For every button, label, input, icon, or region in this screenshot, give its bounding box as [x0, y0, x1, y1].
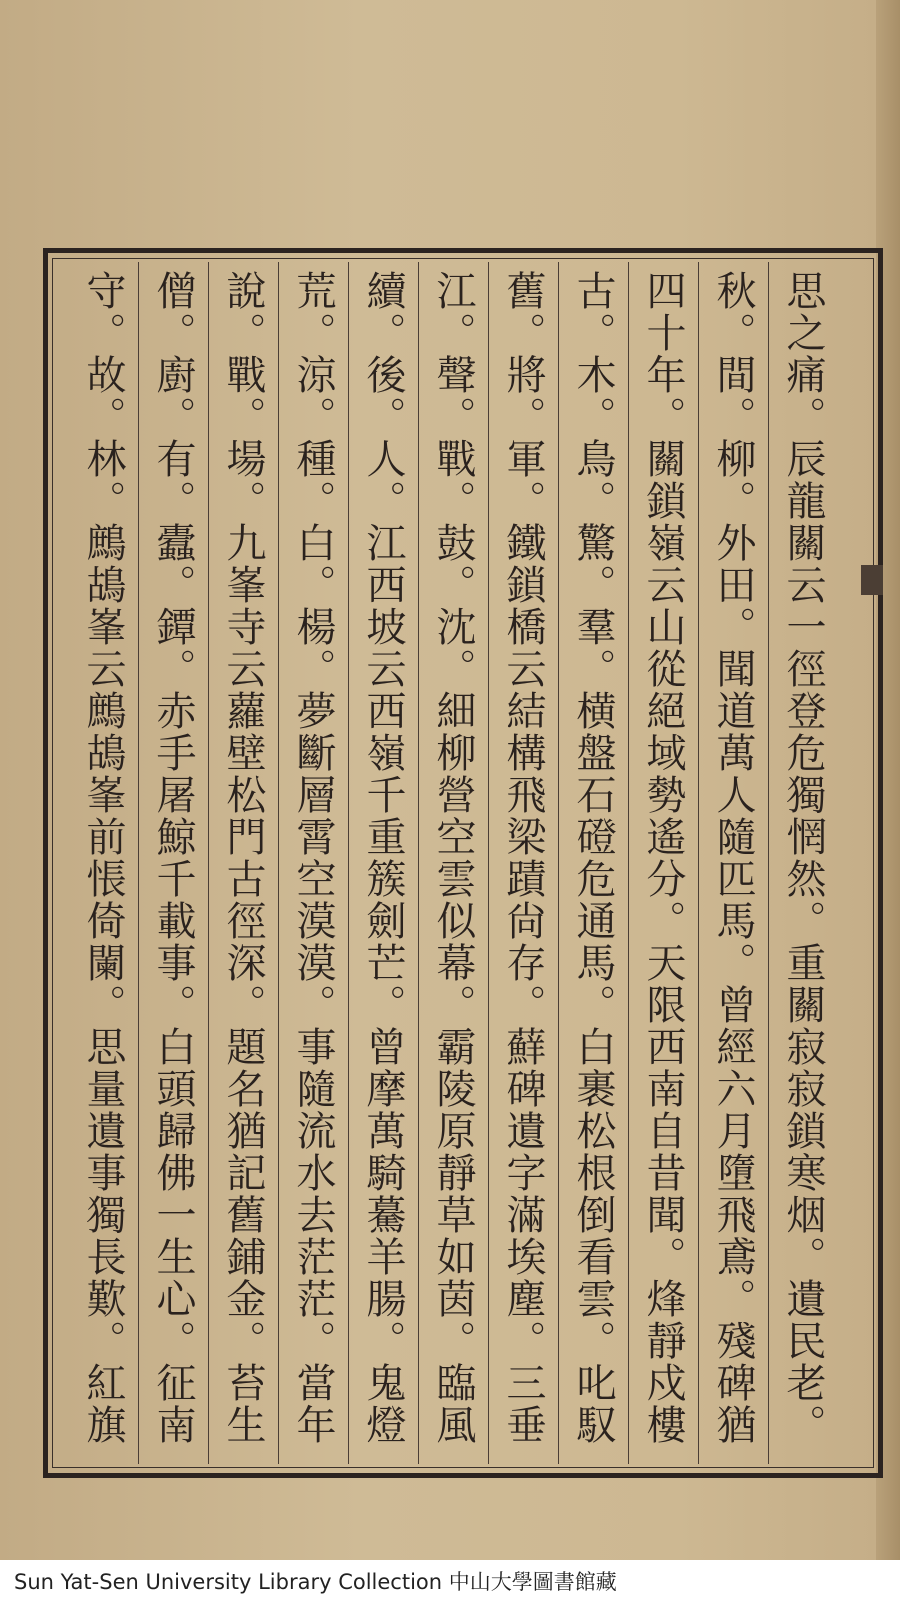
collection-credit: Sun Yat-Sen University Library Collection 中山大學圖書館藏 [14, 1570, 617, 1594]
text-column-2: 秋。間。柳。外田。聞道萬人隨匹馬。曾經六月墮飛鳶。殘碑猶 [710, 270, 756, 1446]
text-column-7: 續。後。人。江西坡云西嶺千重簇劍芒。曾摩萬騎驀羊腸。鬼燈 [360, 270, 406, 1446]
text-column-6: 江。聲。戰。鼓。沈。細柳營空雲似幕。霸陵原靜草如茵。臨風 [430, 270, 476, 1446]
text-column-1: 思之痛。辰龍關云一徑登危獨惘然。重關寂寂鎖寒烟。遺民老。 [780, 270, 826, 1446]
text-column-9: 說。戰。場。九峯寺云蘿壁松門古徑深。題名猶記舊鋪金。苔生 [220, 270, 266, 1446]
text-column-11: 守。故。林。鷓鴣峯云鷓鴣峯前悵倚闌。思量遺事獨長歎。紅旗 [80, 270, 126, 1446]
page-tab-marker [861, 565, 883, 595]
text-column-3: 四十年。關鎖嶺云山從絕域勢遙分。天限西南自昔聞。烽靜戍樓 [640, 270, 686, 1446]
text-column-5: 舊。將。軍。鐵鎖橋云結構飛梁蹟尙存。蘚碑遺字滿埃塵。三垂 [500, 270, 546, 1446]
text-column-8: 荒。涼。種。白。楊。夢斷層霄空漠漠。事隨流水去茫茫。當年 [290, 270, 336, 1446]
text-column-10: 僧。廚。有。蠹。鐔。赤手屠鯨千載事。白頭歸佛一生心。征南 [150, 270, 196, 1446]
text-column-4: 古。木。鳥。驚。羣。横盤石磴危通馬。白裹松根倒看雲。叱馭 [570, 270, 616, 1446]
